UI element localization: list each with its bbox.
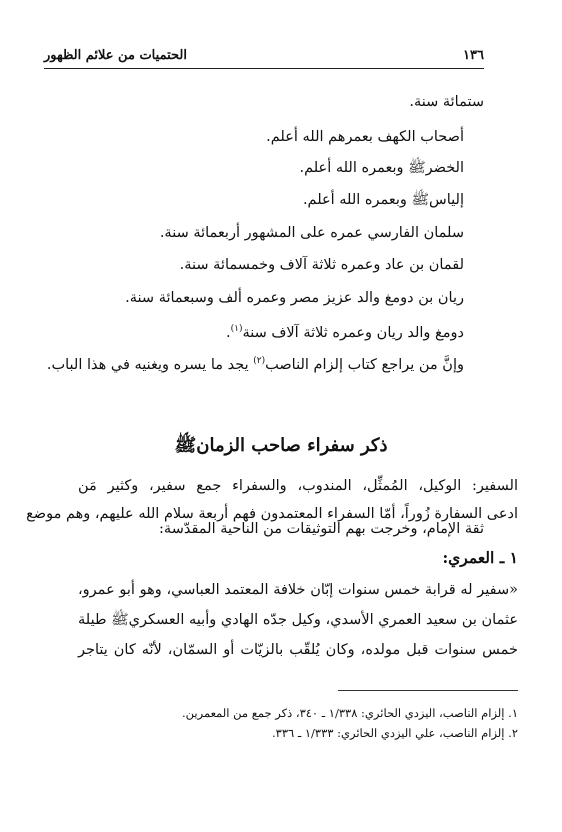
section-heading: ذكر سفراء صاحب الزمانﷺ bbox=[174, 435, 388, 456]
text-line: أصحاب الكهف بعمرهم الله أعلم. bbox=[266, 129, 464, 145]
footnote: ٢. إلزام الناصب، علي اليزدي الحائري: ١/٣٣٣ ـ ٣٣٦. bbox=[272, 726, 518, 740]
subheading: ١ ـ العمري: bbox=[442, 548, 518, 567]
text-line bbox=[226, 319, 464, 343]
paragraph-line: عثمان بن سعيد العمري الأسدي، وكيل جدّه الهادي وأبيه العسكريﷺ طيلة bbox=[78, 612, 518, 628]
text-line: ستمائة سنة. bbox=[409, 94, 484, 110]
footnote-ref: (١) bbox=[230, 324, 243, 334]
text-line: إلياسﷺ وبعمره الله أعلم. bbox=[302, 192, 464, 208]
paragraph-line: ادعى السفارة زُوراً، أمّا السفراء المعتمدون فهم أربعة سلام الله عليهم، وهم موضع bbox=[26, 506, 518, 522]
footnote-ref: (٢) bbox=[253, 356, 266, 366]
text-line bbox=[47, 351, 464, 375]
text-segment: يجد ما يسره ويغنيه في هذا الباب. bbox=[46, 356, 249, 373]
footnote: ١. إلزام الناصب، اليزدي الحائري: ١/٣٣٨ ـ ٣٤٠، ذكر جمع من المعمرين. bbox=[182, 706, 518, 720]
text-line: ريان بن دومغ والد عزيز مصر وعمره ألف وسبعمائة سنة. bbox=[125, 290, 464, 306]
paragraph-line: السفير: الوكيل، المُمثِّل، المندوب، والسفراء جمع سفير، وكثير مَن bbox=[78, 478, 518, 494]
text-segment: وإنَّ من يراجع كتاب إلزام الناصب bbox=[265, 356, 464, 373]
text-line: الخضرﷺ وبعمره الله أعلم. bbox=[299, 160, 464, 176]
paragraph-line: «سفير له قرابة خمس سنوات إبّان خلافة المعتمد العباسي، وهو أبو عمرو، bbox=[78, 582, 518, 598]
text-line: لقمان بن عاد وعمره ثلاثة آلاف وخمسمائة سنة. bbox=[179, 257, 464, 273]
running-title: الحتميات من علائم الظهور bbox=[44, 48, 187, 63]
page-number: ١٣٦ bbox=[463, 48, 484, 63]
paragraph-line: خمس سنوات قبل مولده، وكان يُلقّب بالزيّات أو السمّان، لأنّه كان يتاجر bbox=[78, 642, 518, 658]
page-header bbox=[44, 46, 484, 69]
period: . bbox=[225, 324, 231, 341]
paragraph-line: ثقة الإمام، وخرجت بهم التوثيقات من الناحية المقدّسة: bbox=[159, 521, 484, 537]
footnote-divider bbox=[338, 690, 518, 691]
text-segment: دومغ والد ريان وعمره ثلاثة آلاف سنة bbox=[242, 324, 464, 341]
text-line: سلمان الفارسي عمره على المشهور أربعمائة سنة. bbox=[159, 225, 464, 241]
